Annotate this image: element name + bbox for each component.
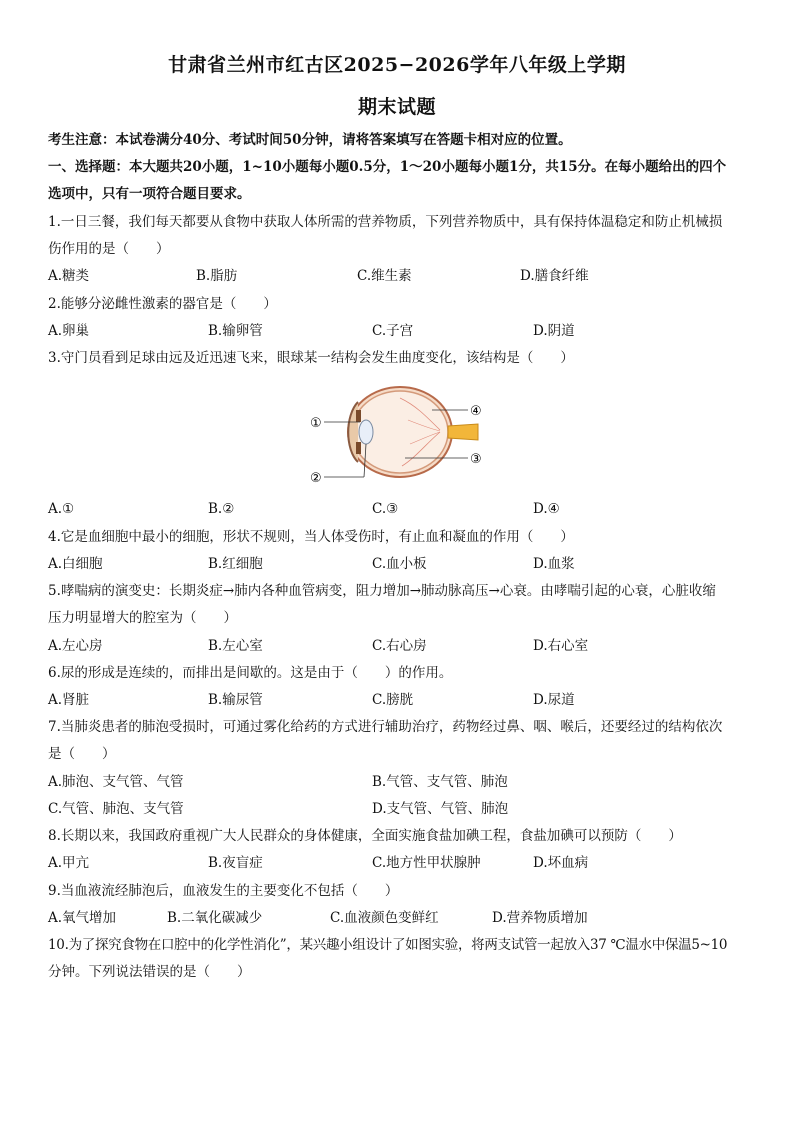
question-7-text-cont: 是（ ） xyxy=(48,746,116,762)
q8-option-b: B.夜盲症 xyxy=(208,855,263,871)
question-4-text: 4.它是血细胞中最小的细胞，形状不规则，当人体受伤时，有止血和凝血的作用（ ） xyxy=(48,529,574,545)
q9-option-c: C.血液颜色变鲜红 xyxy=(330,910,439,926)
label-4: ④ xyxy=(470,404,482,419)
question-10-text: 10.为了探究食物在口腔中的化学性消化”，某兴趣小组设计了如图实验，将两支试管一起放入37 ℃温水中保温5~10 xyxy=(48,937,728,953)
q2-option-b: B.输卵管 xyxy=(208,323,263,339)
eyeball-diagram xyxy=(300,380,500,490)
question-6-text: 6.尿的形成是连续的，而排出是间歇的。这是由于（ ）的作用。 xyxy=(48,665,453,681)
q6-option-a: A.肾脏 xyxy=(48,692,90,708)
q1-option-a: A.糖类 xyxy=(48,268,90,284)
question-3-text: 3.守门员看到足球由远及近迅速飞来，眼球某一结构会发生曲度变化，该结构是（ ） xyxy=(48,350,574,366)
label-3: ③ xyxy=(470,452,482,467)
q5-option-b: B.左心室 xyxy=(208,638,263,654)
q9-option-b: B.二氧化碳减少 xyxy=(167,910,263,926)
q2-option-c: C.子宫 xyxy=(372,323,414,339)
q5-option-c: C.右心房 xyxy=(372,638,427,654)
question-2-text: 2.能够分泌雌性激素的器官是（ ） xyxy=(48,296,277,312)
q1-option-d: D.膳食纤维 xyxy=(520,268,589,284)
question-9-text: 9.当血液流经肺泡后，血液发生的主要变化不包括（ ） xyxy=(48,883,399,899)
q8-option-c: C.地方性甲状腺肿 xyxy=(372,855,481,871)
q6-option-c: C.膀胱 xyxy=(372,692,414,708)
q5-option-d: D.右心室 xyxy=(533,638,589,654)
q5-option-a: A.左心房 xyxy=(48,638,103,654)
q4-option-b: B.红细胞 xyxy=(208,556,263,572)
q2-option-a: A.卵巢 xyxy=(48,323,90,339)
exam-subtitle: 期末试题 xyxy=(357,96,436,118)
question-10-text-cont: 分钟。下列说法错误的是（ ） xyxy=(48,964,251,980)
q3-option-b: B.② xyxy=(208,501,235,517)
question-1-text: 1.一日三餐，我们每天都要从食物中获取人体所需的营养物质，下列营养物质中，具有保持体温稳定和防止机械损 xyxy=(48,214,723,230)
q7-option-c: C.气管、肺泡、支气管 xyxy=(48,801,184,817)
q1-option-b: B.脂肪 xyxy=(196,268,238,284)
section-instruction-cont: 选项中，只有一项符合题目要求。 xyxy=(48,186,251,202)
question-1-text-cont: 伤作用的是（ ） xyxy=(48,241,170,257)
q6-option-d: D.尿道 xyxy=(533,692,575,708)
label-1: ① xyxy=(310,416,322,431)
q8-option-a: A.甲亢 xyxy=(48,855,90,871)
q4-option-a: A.白细胞 xyxy=(48,556,103,572)
q9-option-a: A.氧气增加 xyxy=(48,910,117,926)
question-5-text: 5.哮喘病的演变史：长期炎症→肺内各种血管病变，阻力增加→肺动脉高压→心衰。由哮喘引起的心衰，心脏收缩 xyxy=(48,583,716,599)
question-5-text-cont: 压力明显增大的腔室为（ ） xyxy=(48,610,237,626)
q4-option-c: C.血小板 xyxy=(372,556,427,572)
question-7-text: 7.当肺炎患者的肺泡受损时，可通过雾化给药的方式进行辅助治疗，药物经过鼻、咽、喉后，还要经过的结构依次 xyxy=(48,719,723,735)
q7-option-a: A.肺泡、支气管、气管 xyxy=(48,774,184,790)
q1-option-c: C.维生素 xyxy=(357,268,412,284)
section-instruction: 一、选择题：本大题共20小题，1~10小题每小题0.5分，1～20小题每小题1分，共15分。在每小题给出的四个 xyxy=(48,159,727,175)
q4-option-d: D.血浆 xyxy=(533,556,575,572)
question-8-text: 8.长期以来，我国政府重视广大人民群众的身体健康，全面实施食盐加碘工程，食盐加碘可以预防（ ） xyxy=(48,828,682,844)
q7-option-b: B.气管、支气管、肺泡 xyxy=(372,774,508,790)
exam-title: 甘肃省兰州市红古区2025−2026学年八年级上学期 xyxy=(168,54,626,76)
q8-option-d: D.坏血病 xyxy=(533,855,589,871)
q3-option-d: D.④ xyxy=(533,501,560,517)
label-2: ② xyxy=(310,471,322,486)
q6-option-b: B.输尿管 xyxy=(208,692,263,708)
notice: 考生注意：本试卷满分40分、考试时间50分钟，请将答案填写在答题卡相对应的位置。 xyxy=(48,132,572,148)
q3-option-a: A.① xyxy=(48,501,75,517)
q2-option-d: D.阴道 xyxy=(533,323,575,339)
q3-option-c: C.③ xyxy=(372,501,399,517)
q7-option-d: D.支气管、气管、肺泡 xyxy=(372,801,509,817)
q9-option-d: D.营养物质增加 xyxy=(492,910,588,926)
